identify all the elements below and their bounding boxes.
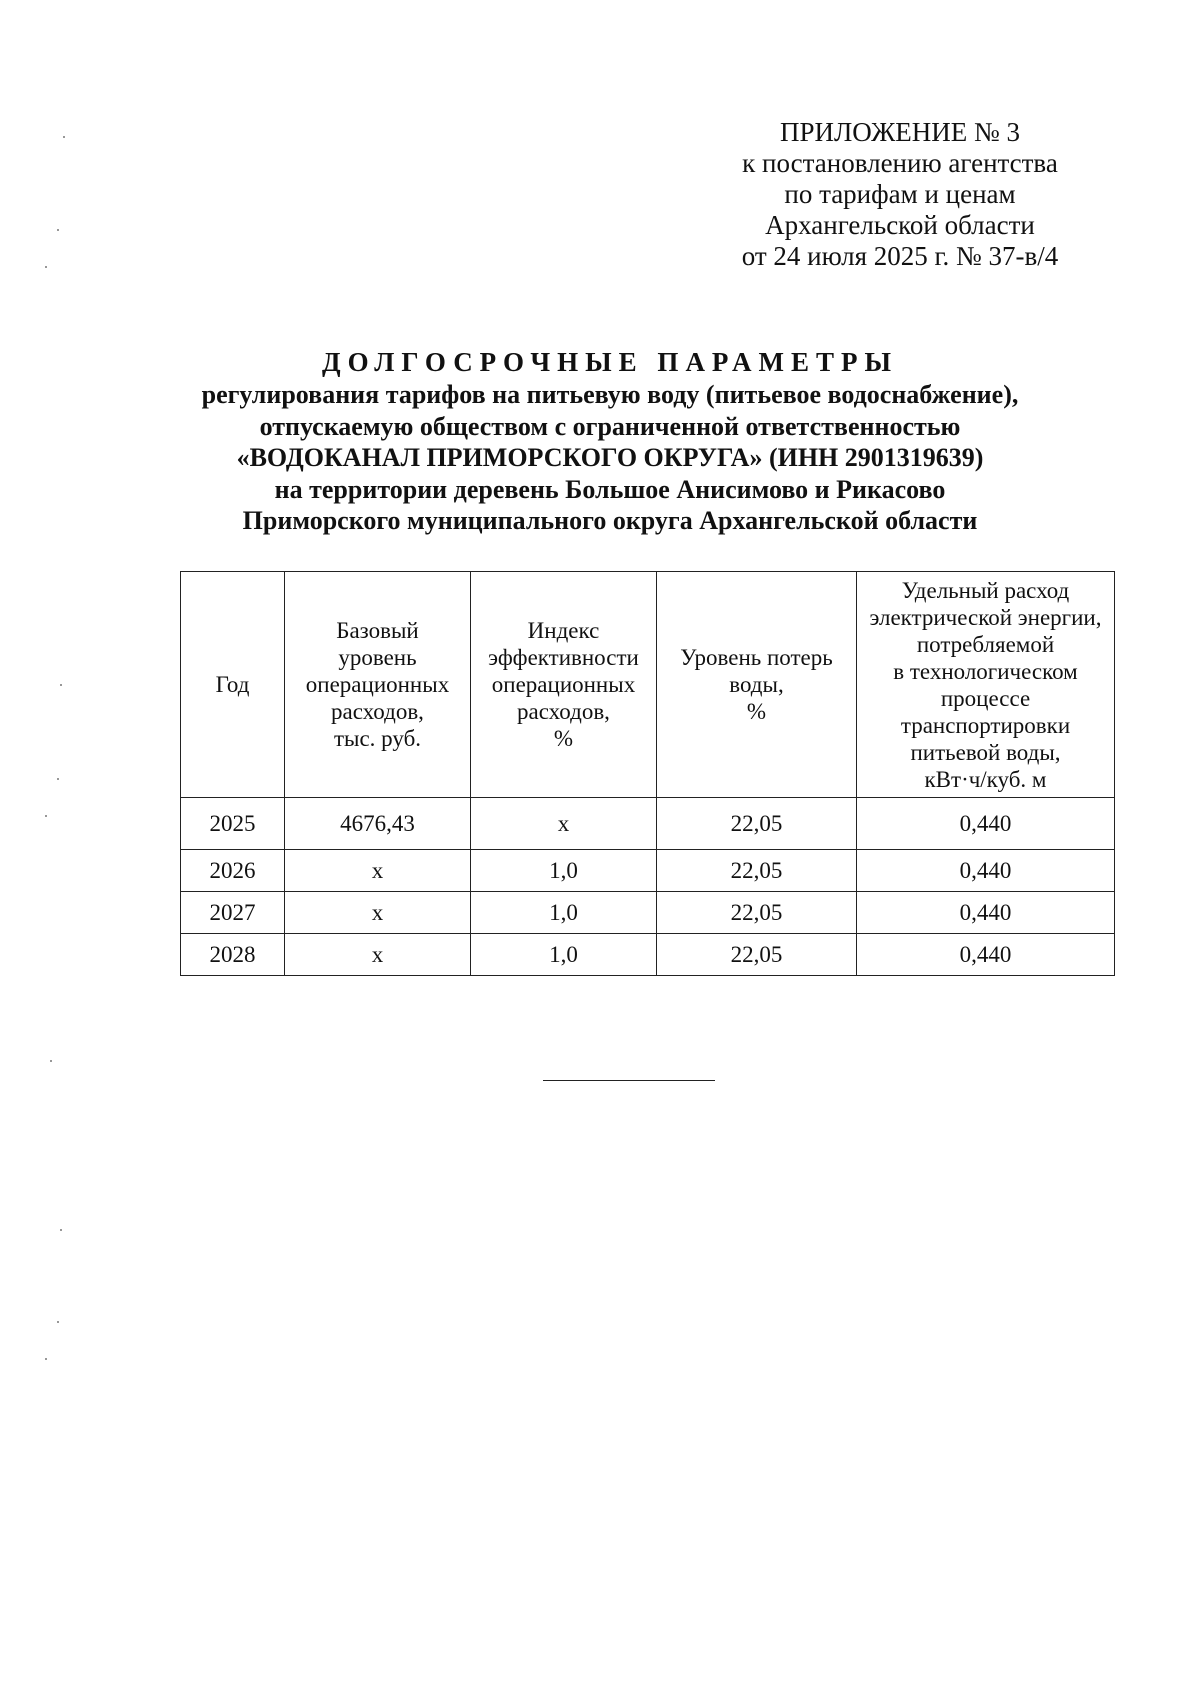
- appendix-reference-line: Архангельской области: [765, 210, 1035, 240]
- cell-energy-consumption: 0,440: [857, 892, 1115, 934]
- cell-water-loss: 22,05: [657, 892, 857, 934]
- scan-speck: [45, 815, 47, 817]
- header-text: процессе: [940, 685, 1031, 711]
- header-text: потребляемой: [916, 631, 1055, 657]
- table-row: [181, 850, 1115, 892]
- title-subline: регулирования тарифов на питьевую воду (питьевое водоснабжение),: [201, 380, 1019, 409]
- cell-base-level: 4676,43: [285, 798, 471, 850]
- header-base-level: [285, 572, 471, 798]
- header-text: транспортировки: [900, 712, 1071, 738]
- cell-year: 2025: [181, 798, 285, 850]
- header-text: расходов,: [517, 699, 610, 724]
- cell-efficiency-index: 1,0: [471, 850, 657, 892]
- cell-energy-consumption: 0,440: [857, 798, 1115, 850]
- document-title: ДОЛГОСРОЧНЫЕ ПАРАМЕТРЫ: [322, 347, 898, 377]
- scan-speck: [60, 684, 62, 686]
- header-efficiency-index: [471, 572, 657, 798]
- table-header-row: [181, 572, 1115, 798]
- header-text: воды,: [729, 672, 784, 697]
- header-text: Уровень потерь: [680, 645, 833, 670]
- header-text: Базовый: [336, 618, 419, 643]
- header-energy-consumption: [857, 572, 1115, 798]
- header-text: Удельный расход: [901, 577, 1070, 603]
- cell-efficiency-index: x: [471, 798, 657, 850]
- header-text: расходов,: [331, 699, 424, 724]
- table-row: [181, 934, 1115, 976]
- scan-speck: [63, 136, 65, 138]
- header-text: в технологическом: [893, 658, 1078, 684]
- header-text: Год: [215, 672, 250, 697]
- header-year: [181, 572, 285, 798]
- header-text: операционных: [491, 672, 636, 697]
- scan-speck: [60, 1229, 62, 1231]
- header-text: %: [746, 699, 767, 724]
- header-text: уровень: [338, 645, 417, 670]
- table-row: [181, 892, 1115, 934]
- header-text: тыс. руб.: [333, 726, 422, 751]
- scan-speck: [57, 778, 59, 780]
- cell-base-level: x: [285, 934, 471, 976]
- title-block: [160, 345, 1060, 537]
- title-subline: «ВОДОКАНАЛ ПРИМОРСКОГО ОКРУГА» (ИНН 2901319639): [236, 443, 984, 472]
- appendix-number: ПРИЛОЖЕНИЕ № 3: [779, 117, 1021, 147]
- appendix-reference-line: к постановлению агентства: [742, 148, 1058, 178]
- title-subline: на территории деревень Большое Анисимово и Рикасово: [274, 474, 946, 504]
- title-subline: отпускаемую обществом с ограниченной ответственностью: [259, 411, 961, 441]
- cell-year: 2026: [181, 850, 285, 892]
- cell-water-loss: 22,05: [657, 934, 857, 976]
- table-row: [181, 798, 1115, 850]
- appendix-block: [700, 117, 1100, 272]
- header-text: Индекс: [527, 618, 600, 643]
- header-text: электрической энергии,: [869, 604, 1102, 630]
- scan-speck: [45, 1358, 47, 1360]
- cell-base-level: x: [285, 850, 471, 892]
- scan-speck: [45, 266, 47, 268]
- cell-water-loss: 22,05: [657, 798, 857, 850]
- scan-speck: [50, 1060, 52, 1062]
- header-text: операционных: [305, 672, 450, 697]
- header-text: эффективности: [488, 645, 639, 670]
- appendix-date-line: от 24 июля 2025 г. № 37-в/4: [741, 241, 1059, 271]
- scan-speck: [57, 229, 59, 231]
- cell-efficiency-index: 1,0: [471, 934, 657, 976]
- cell-year: 2027: [181, 892, 285, 934]
- parameters-table: [180, 571, 1115, 976]
- header-text: кВт·ч/куб. м: [924, 766, 1047, 792]
- header-water-loss: [657, 572, 857, 798]
- header-text: питьевой воды,: [910, 739, 1061, 765]
- cell-energy-consumption: 0,440: [857, 850, 1115, 892]
- appendix-reference-line: по тарифам и ценам: [784, 179, 1016, 209]
- scan-speck: [57, 1321, 59, 1323]
- end-separator-line: [543, 1080, 715, 1081]
- cell-year: 2028: [181, 934, 285, 976]
- cell-water-loss: 22,05: [657, 850, 857, 892]
- cell-base-level: x: [285, 892, 471, 934]
- cell-efficiency-index: 1,0: [471, 892, 657, 934]
- header-text: %: [553, 726, 574, 751]
- title-subline: Приморского муниципального округа Архангельской области: [242, 506, 978, 535]
- cell-energy-consumption: 0,440: [857, 934, 1115, 976]
